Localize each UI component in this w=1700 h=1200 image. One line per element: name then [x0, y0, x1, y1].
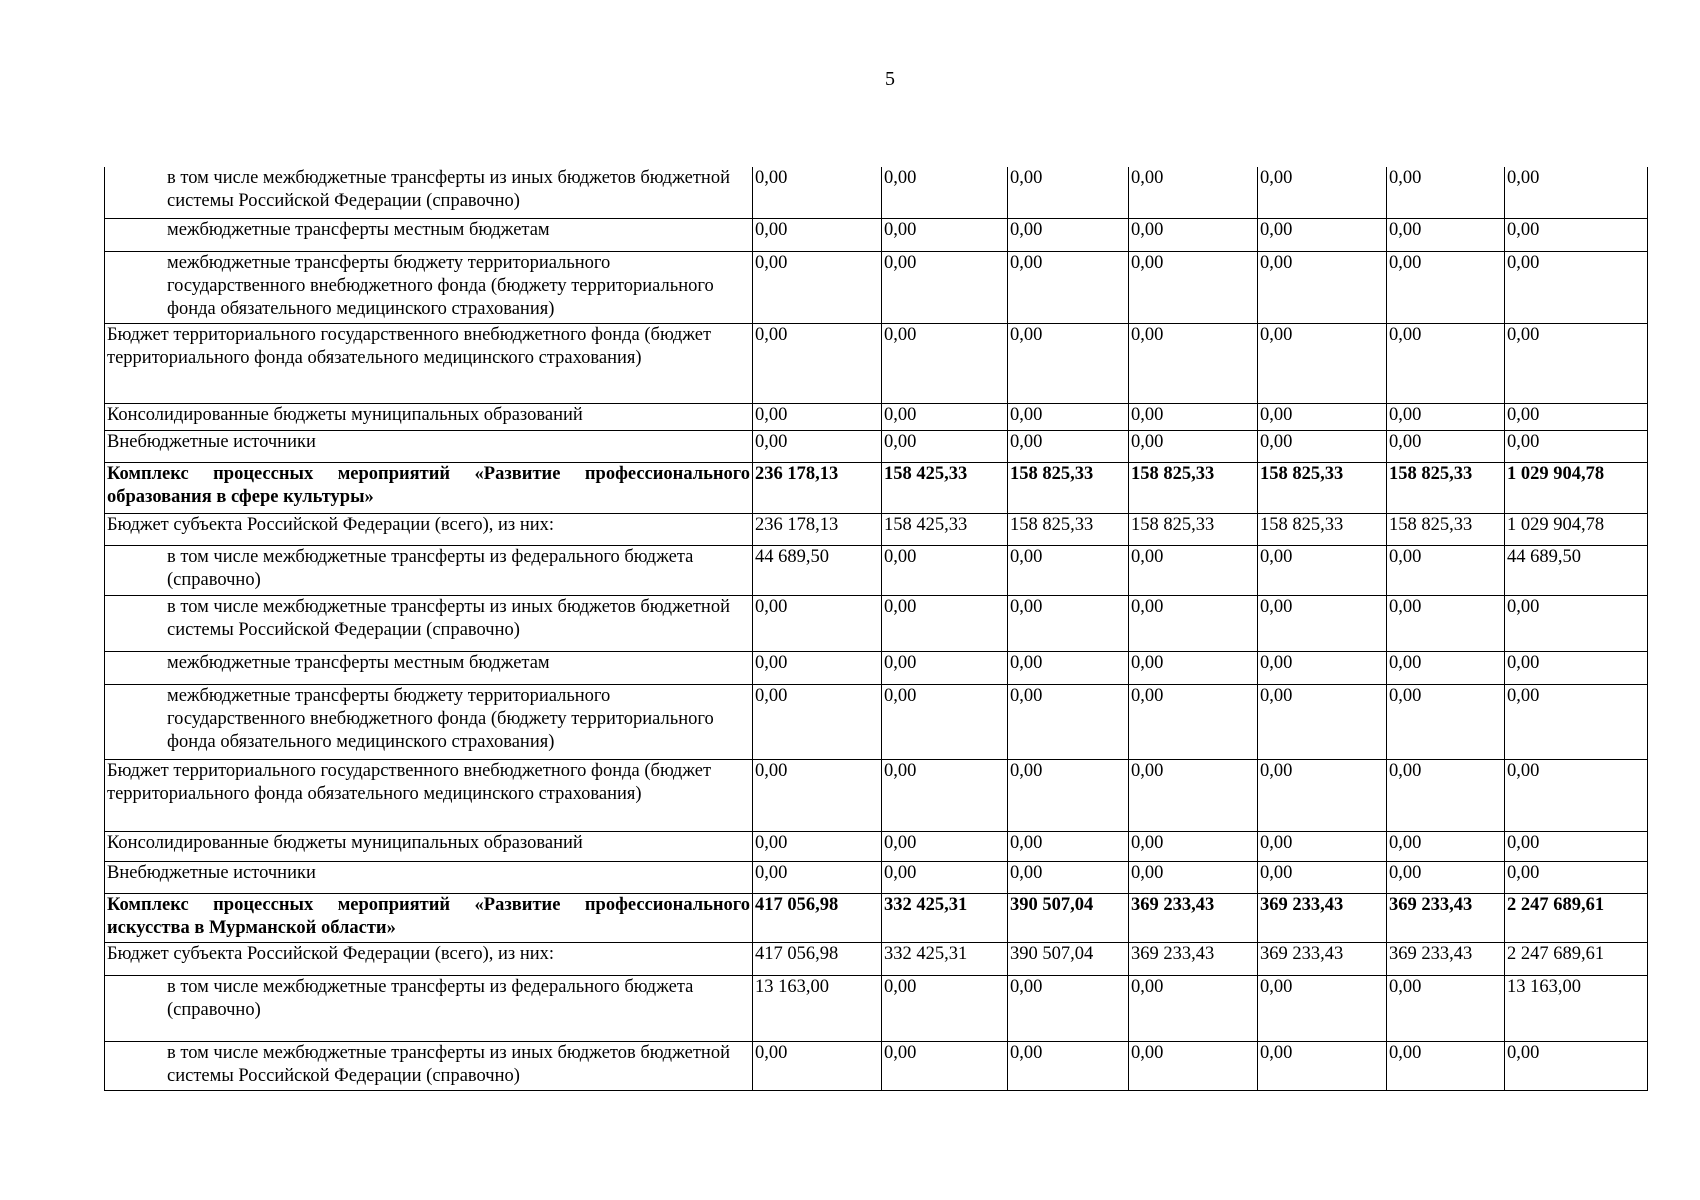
total-cell: 1 029 904,78 — [1505, 462, 1648, 513]
total-cell: 0,00 — [1505, 759, 1648, 831]
value-cell: 0,00 — [1258, 1041, 1387, 1090]
row-label: в том числе межбюджетные трансферты из иных бюджетов бюджетной системы Российской Федерации (справочно) — [105, 1041, 753, 1090]
value-cell: 390 507,04 — [1008, 893, 1129, 942]
total-cell: 0,00 — [1505, 861, 1648, 893]
value-cell: 0,00 — [1387, 167, 1505, 218]
value-cell: 0,00 — [1258, 167, 1387, 218]
row-label: межбюджетные трансферты местным бюджетам — [105, 218, 753, 251]
table-row — [105, 251, 1648, 323]
row-label: Внебюджетные источники — [105, 861, 753, 893]
row-label: Комплекс процессных мероприятий «Развитие профессионального образования в сфере культуры» — [105, 462, 753, 513]
row-label: межбюджетные трансферты бюджету территориального государственного внебюджетного фонда (бюджету территориального фонда обязательного медицинского страхования) — [105, 684, 753, 759]
value-cell: 0,00 — [1008, 975, 1129, 1041]
total-cell: 13 163,00 — [1505, 975, 1648, 1041]
value-cell: 0,00 — [1129, 1041, 1258, 1090]
budget-table — [104, 167, 1648, 1091]
value-cell: 0,00 — [753, 595, 882, 651]
table-row — [105, 323, 1648, 403]
value-cell: 0,00 — [1008, 430, 1129, 462]
value-cell: 0,00 — [1387, 595, 1505, 651]
value-cell: 158 825,33 — [1387, 513, 1505, 545]
value-cell: 0,00 — [1258, 430, 1387, 462]
value-cell: 0,00 — [1387, 218, 1505, 251]
value-cell: 0,00 — [1258, 651, 1387, 684]
value-cell: 0,00 — [1008, 831, 1129, 861]
row-label: Комплекс процессных мероприятий «Развитие профессионального искусства в Мурманской области» — [105, 893, 753, 942]
value-cell: 0,00 — [882, 323, 1008, 403]
value-cell: 0,00 — [882, 167, 1008, 218]
table-row — [105, 430, 1648, 462]
value-cell: 369 233,43 — [1387, 893, 1505, 942]
value-cell: 0,00 — [1129, 684, 1258, 759]
value-cell: 369 233,43 — [1129, 942, 1258, 975]
row-label: Бюджет территориального государственного внебюджетного фонда (бюджет территориального фонда обязательного медицинского страхования) — [105, 759, 753, 831]
value-cell: 0,00 — [753, 218, 882, 251]
value-cell: 158 825,33 — [1258, 513, 1387, 545]
value-cell: 236 178,13 — [753, 462, 882, 513]
value-cell: 0,00 — [882, 545, 1008, 595]
value-cell: 0,00 — [1258, 831, 1387, 861]
row-label: Консолидированные бюджеты муниципальных образований — [105, 403, 753, 430]
value-cell: 0,00 — [882, 831, 1008, 861]
table-row — [105, 759, 1648, 831]
value-cell: 0,00 — [1129, 759, 1258, 831]
value-cell: 13 163,00 — [753, 975, 882, 1041]
row-label: в том числе межбюджетные трансферты из федерального бюджета (справочно) — [105, 975, 753, 1041]
value-cell: 0,00 — [1008, 251, 1129, 323]
value-cell: 0,00 — [1258, 323, 1387, 403]
value-cell: 0,00 — [1129, 861, 1258, 893]
value-cell: 0,00 — [1387, 251, 1505, 323]
table-row — [105, 462, 1648, 513]
value-cell: 0,00 — [753, 251, 882, 323]
value-cell: 0,00 — [1008, 684, 1129, 759]
value-cell: 44 689,50 — [753, 545, 882, 595]
total-cell: 0,00 — [1505, 218, 1648, 251]
value-cell: 0,00 — [1387, 651, 1505, 684]
value-cell: 369 233,43 — [1258, 942, 1387, 975]
value-cell: 0,00 — [1258, 545, 1387, 595]
value-cell: 0,00 — [1129, 167, 1258, 218]
value-cell: 417 056,98 — [753, 942, 882, 975]
value-cell: 0,00 — [1387, 861, 1505, 893]
table-row — [105, 513, 1648, 545]
value-cell: 0,00 — [1258, 218, 1387, 251]
value-cell: 0,00 — [1258, 684, 1387, 759]
row-label: межбюджетные трансферты бюджету территориального государственного внебюджетного фонда (бюджету территориального фонда обязательного медицинского страхования) — [105, 251, 753, 323]
value-cell: 0,00 — [1387, 403, 1505, 430]
row-label: в том числе межбюджетные трансферты из федерального бюджета (справочно) — [105, 545, 753, 595]
value-cell: 0,00 — [753, 684, 882, 759]
value-cell: 0,00 — [1258, 251, 1387, 323]
row-label: Бюджет субъекта Российской Федерации (всего), из них: — [105, 513, 753, 545]
table-row — [105, 167, 1648, 218]
total-cell: 1 029 904,78 — [1505, 513, 1648, 545]
total-cell: 0,00 — [1505, 323, 1648, 403]
total-cell: 0,00 — [1505, 403, 1648, 430]
row-label: межбюджетные трансферты местным бюджетам — [105, 651, 753, 684]
value-cell: 0,00 — [753, 831, 882, 861]
value-cell: 0,00 — [1258, 759, 1387, 831]
value-cell: 158 825,33 — [1008, 462, 1129, 513]
row-label: в том числе межбюджетные трансферты из иных бюджетов бюджетной системы Российской Федерации (справочно) — [105, 595, 753, 651]
value-cell: 158 425,33 — [882, 462, 1008, 513]
table-row — [105, 403, 1648, 430]
total-cell: 0,00 — [1505, 251, 1648, 323]
value-cell: 0,00 — [1387, 323, 1505, 403]
value-cell: 0,00 — [1129, 251, 1258, 323]
value-cell: 332 425,31 — [882, 893, 1008, 942]
value-cell: 369 233,43 — [1129, 893, 1258, 942]
value-cell: 0,00 — [882, 218, 1008, 251]
table-row — [105, 975, 1648, 1041]
value-cell: 0,00 — [1008, 861, 1129, 893]
value-cell: 0,00 — [1387, 975, 1505, 1041]
value-cell: 0,00 — [753, 403, 882, 430]
table-row — [105, 831, 1648, 861]
page-number: 5 — [885, 68, 895, 90]
value-cell: 0,00 — [1129, 430, 1258, 462]
value-cell: 0,00 — [1129, 651, 1258, 684]
value-cell: 0,00 — [1008, 167, 1129, 218]
value-cell: 158 425,33 — [882, 513, 1008, 545]
value-cell: 0,00 — [1258, 861, 1387, 893]
table-row — [105, 595, 1648, 651]
total-cell: 0,00 — [1505, 651, 1648, 684]
value-cell: 236 178,13 — [753, 513, 882, 545]
total-cell: 0,00 — [1505, 595, 1648, 651]
value-cell: 369 233,43 — [1258, 893, 1387, 942]
value-cell: 0,00 — [1129, 218, 1258, 251]
value-cell: 0,00 — [882, 251, 1008, 323]
value-cell: 0,00 — [1387, 831, 1505, 861]
value-cell: 0,00 — [1008, 218, 1129, 251]
value-cell: 0,00 — [1008, 545, 1129, 595]
value-cell: 417 056,98 — [753, 893, 882, 942]
value-cell: 0,00 — [882, 759, 1008, 831]
value-cell: 0,00 — [882, 595, 1008, 651]
value-cell: 0,00 — [882, 651, 1008, 684]
table-row — [105, 861, 1648, 893]
row-label: Внебюджетные источники — [105, 430, 753, 462]
value-cell: 0,00 — [753, 759, 882, 831]
value-cell: 0,00 — [1008, 1041, 1129, 1090]
row-label: в том числе межбюджетные трансферты из иных бюджетов бюджетной системы Российской Федерации (справочно) — [105, 167, 753, 218]
value-cell: 0,00 — [1008, 323, 1129, 403]
value-cell: 0,00 — [1008, 759, 1129, 831]
value-cell: 0,00 — [1008, 651, 1129, 684]
value-cell: 158 825,33 — [1008, 513, 1129, 545]
value-cell: 158 825,33 — [1129, 462, 1258, 513]
value-cell: 0,00 — [753, 861, 882, 893]
total-cell: 44 689,50 — [1505, 545, 1648, 595]
value-cell: 0,00 — [882, 684, 1008, 759]
table-row — [105, 545, 1648, 595]
value-cell: 0,00 — [1008, 595, 1129, 651]
value-cell: 0,00 — [882, 861, 1008, 893]
total-cell: 0,00 — [1505, 684, 1648, 759]
value-cell: 0,00 — [1129, 403, 1258, 430]
value-cell: 158 825,33 — [1258, 462, 1387, 513]
table-row — [105, 651, 1648, 684]
value-cell: 0,00 — [1258, 975, 1387, 1041]
value-cell: 0,00 — [1387, 684, 1505, 759]
value-cell: 0,00 — [1387, 759, 1505, 831]
table-row — [105, 684, 1648, 759]
value-cell: 0,00 — [753, 651, 882, 684]
value-cell: 158 825,33 — [1387, 462, 1505, 513]
value-cell: 390 507,04 — [1008, 942, 1129, 975]
value-cell: 0,00 — [882, 1041, 1008, 1090]
row-label: Бюджет территориального государственного внебюджетного фонда (бюджет территориального фонда обязательного медицинского страхования) — [105, 323, 753, 403]
value-cell: 0,00 — [1387, 1041, 1505, 1090]
value-cell: 0,00 — [753, 323, 882, 403]
value-cell: 0,00 — [1129, 831, 1258, 861]
total-cell: 0,00 — [1505, 831, 1648, 861]
value-cell: 0,00 — [1129, 975, 1258, 1041]
table-row — [105, 1041, 1648, 1090]
row-label: Бюджет субъекта Российской Федерации (всего), из них: — [105, 942, 753, 975]
value-cell: 0,00 — [1129, 595, 1258, 651]
value-cell: 0,00 — [882, 975, 1008, 1041]
row-label: Консолидированные бюджеты муниципальных образований — [105, 831, 753, 861]
total-cell: 0,00 — [1505, 430, 1648, 462]
value-cell: 369 233,43 — [1387, 942, 1505, 975]
value-cell: 0,00 — [1129, 323, 1258, 403]
value-cell: 0,00 — [753, 430, 882, 462]
value-cell: 0,00 — [882, 403, 1008, 430]
table-row — [105, 942, 1648, 975]
value-cell: 0,00 — [753, 1041, 882, 1090]
table-row — [105, 893, 1648, 942]
value-cell: 0,00 — [1258, 403, 1387, 430]
total-cell: 0,00 — [1505, 1041, 1648, 1090]
total-cell: 2 247 689,61 — [1505, 893, 1648, 942]
value-cell: 0,00 — [1258, 595, 1387, 651]
value-cell: 0,00 — [1008, 403, 1129, 430]
total-cell: 0,00 — [1505, 167, 1648, 218]
value-cell: 0,00 — [882, 430, 1008, 462]
value-cell: 0,00 — [1129, 545, 1258, 595]
value-cell: 158 825,33 — [1129, 513, 1258, 545]
value-cell: 0,00 — [1387, 430, 1505, 462]
value-cell: 0,00 — [753, 167, 882, 218]
value-cell: 0,00 — [1387, 545, 1505, 595]
total-cell: 2 247 689,61 — [1505, 942, 1648, 975]
table-row — [105, 218, 1648, 251]
value-cell: 332 425,31 — [882, 942, 1008, 975]
